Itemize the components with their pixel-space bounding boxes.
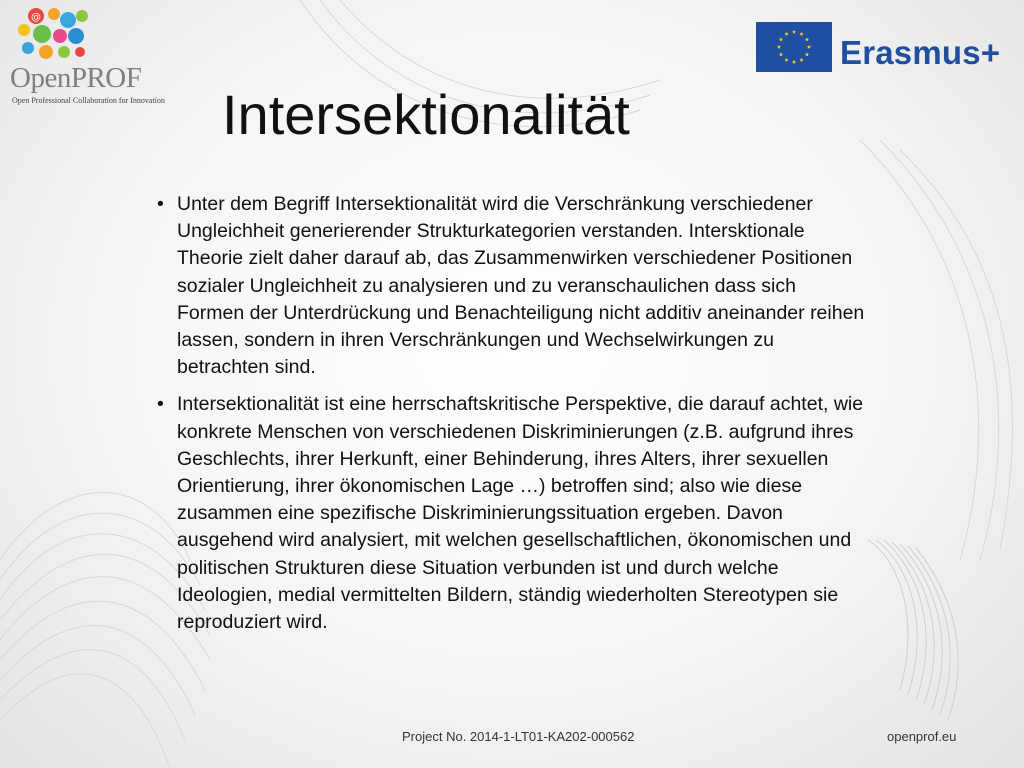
bullet-item-2 (156, 391, 868, 636)
eu-star-icon (777, 45, 781, 49)
slide-title: Intersektionalität (222, 83, 630, 146)
social-media-icons-cluster (14, 4, 94, 66)
eu-star-icon (784, 58, 788, 62)
eu-star-icon (807, 45, 811, 49)
footer-website: openprof.eu (887, 729, 957, 744)
eu-flag-icon (756, 22, 832, 72)
bullet-item-1 (156, 191, 868, 381)
eu-star-icon (805, 52, 809, 56)
eu-star-icon (792, 60, 796, 64)
eu-star-icon (792, 30, 796, 34)
erasmus-plus-logo (756, 22, 1006, 74)
openprof-logo (6, 4, 166, 106)
eu-star-icon (799, 58, 803, 62)
eu-star-icon (799, 32, 803, 36)
erasmus-plus-wordmark: Erasmus+ (840, 34, 1001, 71)
svg-text:@: @ (31, 12, 41, 23)
logo-tagline: Open Professional Collaboration for Innovation (12, 96, 165, 105)
logo-wordmark: OpenPROF (10, 62, 142, 94)
bullet-marker: • (157, 193, 164, 215)
eu-star-icon (805, 37, 809, 41)
bullet-text: Unter dem Begriff Intersektionalität wird die Verschränkung verschiedener Ungleichheit generierender Strukturkategorien verstanden. Intersktionale Theorie zielt daher darauf ab, das Zusammenwirken verschiedener Positionen sozialer Ungleichheit zu analysieren und zu veranschaulichen dass sich Formen der Unterdrückung und Benachteiligung nicht additiv aneinander reihen lassen, sondern in ihren Verschränkungen und Wechselwirkungen zu betrachten sind. (177, 193, 865, 379)
eu-star-icon (784, 32, 788, 36)
bullet-list (156, 191, 868, 646)
bullet-marker: • (157, 393, 164, 416)
footer-project-number: Project No. 2014-1-LT01-KA202-000562 (402, 729, 635, 744)
eu-star-icon (779, 52, 783, 56)
bullet-text: Intersektionalität ist eine herrschaftskritische Perspektive, die darauf achtet, wie konkrete Menschen von verschiedenen Diskriminierungen (z.B. aufgrund ihres Geschlechts, ihrer Herkunft, einer Behinderung, ihres Alters, ihrer sexuellen Orientierung, ihrer ökonomischen Lage …) betroffen sind; also wie diese zusammen eine spezifische Diskriminierungssituation ergeben. Davon ausgehend wird analysiert, mit welchen gesellschaftlichen, ökonomischen und politischen Strukturen diese Situation verbunden ist und durch welche Ideologien, medial vermittelten Bildern, ständig wiederholten Stereotypen sie reproduziert wird. (177, 393, 864, 634)
eu-star-icon (779, 37, 783, 41)
